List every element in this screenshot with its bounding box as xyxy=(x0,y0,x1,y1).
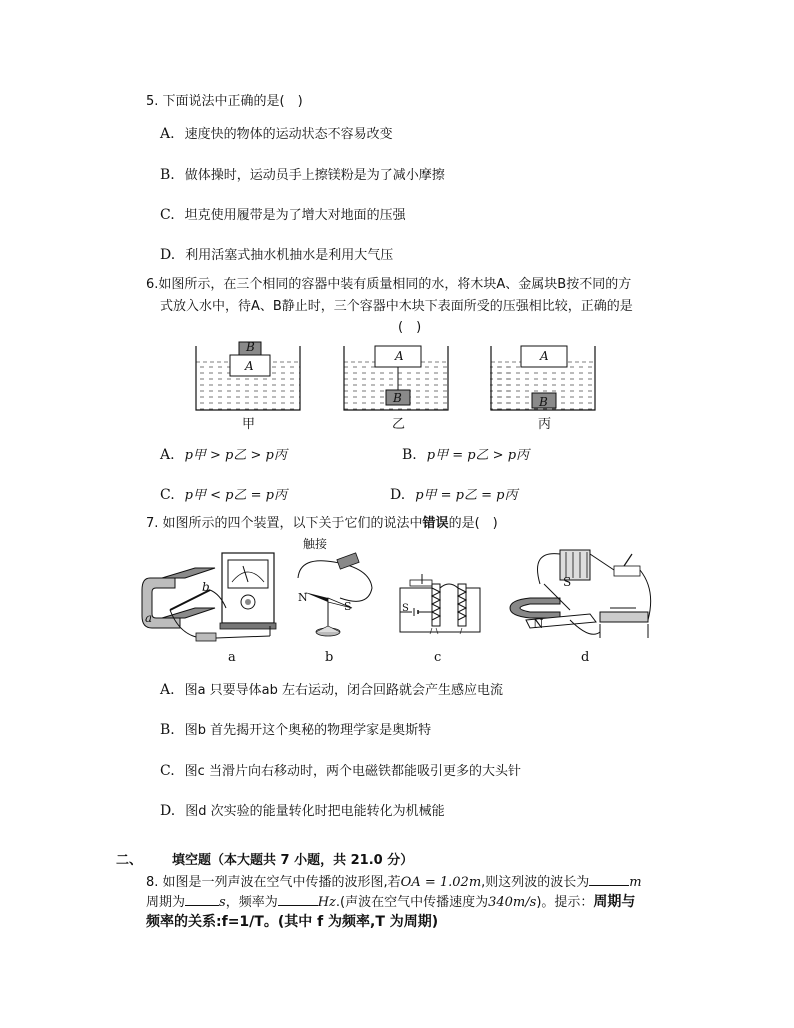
fig-b-touch-label: 触接 xyxy=(303,537,328,551)
yi-label: 乙 xyxy=(392,417,406,432)
fig-b-n-label: N xyxy=(298,591,308,604)
option-key: C. xyxy=(160,487,175,503)
q6-stem-line1: 6.如图所示，在三个相同的容器中装有质量相同的水，将木块A、金属块B按不同的方 xyxy=(146,277,632,292)
option-key: B. xyxy=(402,447,417,463)
q8-unit: Hz xyxy=(317,895,336,910)
q6-stem-line2: 式放入水中，待A、B静止时，三个容器中木块下表面所受的压强相比较，正确的是 xyxy=(160,299,633,314)
option-text: 利用活塞式抽水机抽水是利用大气压 xyxy=(185,248,394,263)
q6-containers-figure xyxy=(190,340,515,432)
q8-expression: OA = 1.02m xyxy=(400,875,482,890)
q8-text: 周期为 xyxy=(146,895,186,910)
bing-block-bottom-label: B xyxy=(539,395,548,409)
q8-text: 8. 如图是一列声波在空气中传播的波形图,若 xyxy=(146,875,401,890)
q7-option-a xyxy=(160,681,503,700)
fig-a-point-b: b xyxy=(202,580,210,594)
q7-figure-label-b: b xyxy=(325,650,334,665)
option-key: C. xyxy=(160,207,175,223)
option-key: B. xyxy=(160,167,175,183)
section2-number: 二、 xyxy=(116,853,143,868)
q5-option-c xyxy=(160,206,406,225)
q7-figure-label-d: d xyxy=(581,650,590,665)
q7-option-d xyxy=(160,802,445,821)
yi-block-bottom-label: B xyxy=(393,391,402,405)
stem-emphasis: 错误 xyxy=(422,516,449,531)
q8-wavelength-blank[interactable] xyxy=(589,873,629,886)
q5-option-a xyxy=(160,125,393,144)
q6-option-b xyxy=(402,446,529,465)
stem-text: 的是( ) xyxy=(448,516,498,531)
q8-line2 xyxy=(146,893,635,912)
option-key: D. xyxy=(160,247,176,263)
q6-option-c xyxy=(160,486,287,505)
jia-block-bottom-label: A xyxy=(245,359,254,373)
q7-figure-a xyxy=(140,548,280,648)
q7-stem xyxy=(146,515,498,533)
q8-unit: s xyxy=(219,895,226,910)
option-text: p甲 > p乙 > p丙 xyxy=(184,448,287,463)
option-key: C. xyxy=(160,763,175,779)
q5-option-b xyxy=(160,166,445,185)
option-text: 图b 首先揭开这个奥秘的物理学家是奥斯特 xyxy=(184,723,432,738)
bing-label: 丙 xyxy=(538,417,552,432)
option-key: B. xyxy=(160,722,175,738)
q7-figure-label-c: c xyxy=(434,650,442,665)
option-text: 图d 次实验的能量转化时把电能转化为机械能 xyxy=(185,804,445,819)
fig-c-s-label: S xyxy=(402,603,409,614)
q8-line3: 频率的关系:f=1/T。(其中 f 为频率,T 为周期) xyxy=(146,914,439,930)
q8-hint-bold: 周期与 xyxy=(593,894,636,910)
option-text: 速度快的物体的运动状态不容易改变 xyxy=(184,127,393,142)
q7-option-b xyxy=(160,721,431,740)
q8-unit: m xyxy=(629,875,642,890)
option-text: p甲 = p乙 > p丙 xyxy=(426,448,530,463)
jia-block-top-label: B xyxy=(246,340,255,354)
option-text: 坦克使用履带是为了增大对地面的压强 xyxy=(184,208,406,223)
fig-b-s-label: S xyxy=(344,600,352,613)
option-text: p甲 < p乙 = p丙 xyxy=(184,488,287,503)
q8-period-blank[interactable] xyxy=(185,893,219,906)
option-key: A. xyxy=(160,126,175,142)
bing-block-top-label: A xyxy=(540,349,549,363)
fig-d-n-label: N xyxy=(533,617,544,631)
q8-text: ,则这列波的波长为 xyxy=(481,875,590,890)
option-key: D. xyxy=(160,803,176,819)
q8-speed: 340m/s xyxy=(488,895,537,910)
stem-text: 7. 如图所示的四个装置，以下关于它们的说法中 xyxy=(146,516,423,531)
fig-a-point-a: a xyxy=(145,611,153,625)
option-text: 图c 当滑片向右移动时，两个电磁铁都能吸引更多的大头针 xyxy=(184,764,521,779)
fig-d-s-label: S xyxy=(563,575,572,589)
option-text: 图a 只要导体ab 左右运动，闭合回路就会产生感应电流 xyxy=(184,683,504,698)
q6-answer-paren: ( ) xyxy=(398,320,422,335)
section2-title: 填空题（本大题共 7 小题，共 21.0 分） xyxy=(172,853,414,868)
jia-label: 甲 xyxy=(242,417,256,432)
option-key: A. xyxy=(160,682,175,698)
option-text: p甲 = p乙 = p丙 xyxy=(415,488,518,503)
q7-figure-d xyxy=(500,540,656,644)
option-text: 做体操时，运动员手上擦镁粉是为了减小摩擦 xyxy=(184,168,445,183)
q5-stem: 5. 下面说法中正确的是( ) xyxy=(146,94,303,109)
q7-figure-label-a: a xyxy=(228,650,236,665)
q7-option-c xyxy=(160,762,521,781)
q8-text: )。提示： xyxy=(536,895,594,910)
q5-option-d xyxy=(160,246,393,265)
q7-figure-c xyxy=(392,566,488,638)
q6-option-a xyxy=(160,446,287,465)
yi-block-top-label: A xyxy=(395,349,404,363)
q8-line1 xyxy=(146,873,642,892)
option-key: A. xyxy=(160,447,175,463)
q6-option-d xyxy=(390,486,517,505)
q8-frequency-blank[interactable] xyxy=(278,893,318,906)
option-key: D. xyxy=(390,487,406,503)
q8-text: ，频率为 xyxy=(225,895,278,910)
q8-text: .(声波在空气中传播速度为 xyxy=(335,895,489,910)
